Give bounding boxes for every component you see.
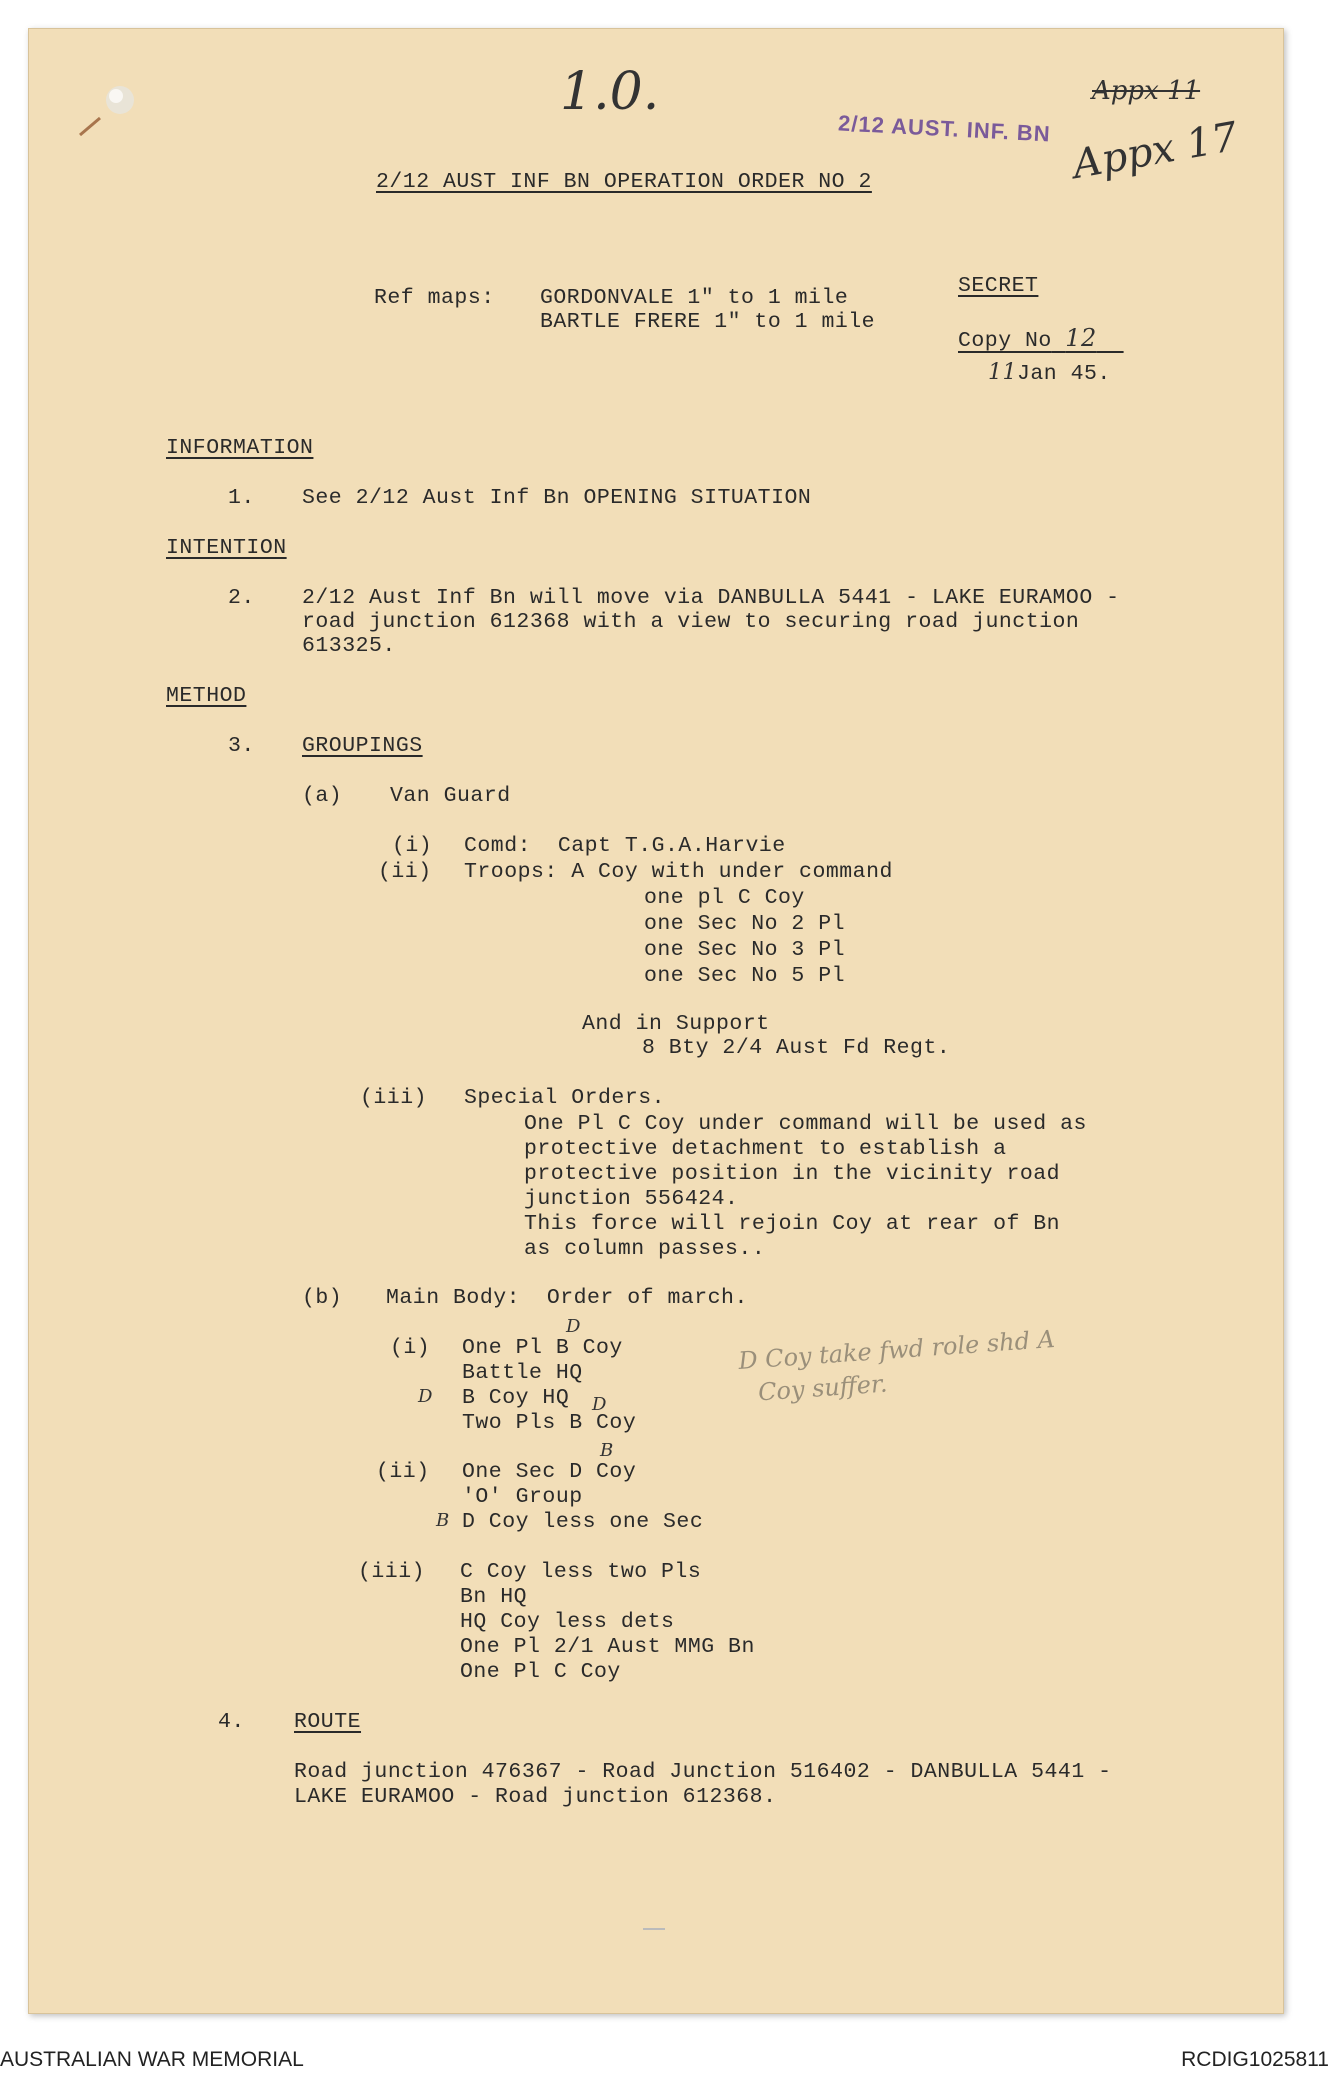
route-line: LAKE EURAMOO - Road junction 612368. (294, 1785, 777, 1809)
para-1-number: 1. (228, 486, 255, 510)
para-2-line: road junction 612368 with a view to securing road junction (302, 610, 1080, 634)
march-line: One Pl 2/1 Aust MMG Bn (460, 1635, 755, 1659)
handwritten-correction: D (592, 1394, 607, 1415)
route-line: Road junction 476367 - Road Junction 516402 - DANBULLA 5441 - (294, 1760, 1112, 1784)
sub-a-label: (a) (302, 784, 343, 808)
van-guard-troops: Troops: A Coy with under command (464, 860, 893, 884)
march-line: D Coy less one Sec (462, 1510, 704, 1534)
appendix-struck: Appx 11 (1092, 76, 1201, 106)
special-order-line: protective position in the vicinity road (524, 1162, 1061, 1186)
paper-damage-mark (60, 60, 150, 140)
march-line: HQ Coy less dets (460, 1610, 675, 1634)
main-body-title: Main Body: Order of march. (386, 1286, 748, 1310)
method-heading: METHOD (166, 684, 247, 708)
march-line: Battle HQ (462, 1361, 583, 1385)
handwritten-correction: D (566, 1316, 581, 1337)
pencil-annotation: D Coy take fwd role shd A (737, 1324, 1056, 1376)
document-date: 11Jan 45. (988, 360, 1111, 386)
page-mark (643, 1928, 665, 1930)
para-1-text: See 2/12 Aust Inf Bn OPENING SITUATION (302, 486, 812, 510)
ref-maps-label: Ref maps: (374, 286, 495, 310)
information-heading: INFORMATION (166, 436, 314, 460)
para-3-number: 3. (228, 734, 255, 758)
special-order-line: protective detachment to establish a (524, 1137, 1007, 1161)
special-order-line: One Pl C Coy under command will be used as (524, 1112, 1087, 1136)
archive-credit: AUSTRALIAN WAR MEMORIAL (0, 2048, 304, 2071)
march-line: 'O' Group (462, 1485, 583, 1509)
march-line: Two Pls B Coy (462, 1411, 637, 1435)
march-line: B Coy HQ (462, 1386, 570, 1410)
main-body-ii-label: (ii) (376, 1460, 430, 1484)
handwritten-correction: B (600, 1440, 614, 1461)
troop-line: one Sec No 3 Pl (644, 938, 846, 962)
para-2-line: 613325. (302, 634, 396, 658)
classification: SECRET (958, 274, 1039, 298)
march-line: C Coy less two Pls (460, 1560, 702, 1584)
unit-stamp: 2/12 AUST. INF. BN (837, 110, 1052, 147)
main-body-i-label: (i) (390, 1336, 431, 1360)
march-line: Bn HQ (460, 1585, 528, 1609)
ref-map-2: BARTLE FRERE 1" to 1 mile (540, 310, 876, 334)
troop-line: one Sec No 2 Pl (644, 912, 846, 936)
march-line: One Pl C Coy (460, 1660, 621, 1684)
pencil-annotation: Coy suffer. (757, 1369, 889, 1407)
troop-line: one Sec No 5 Pl (644, 964, 846, 988)
van-guard-title: Van Guard (390, 784, 511, 808)
special-order-line: as column passes.. (524, 1237, 766, 1261)
special-order-line: This force will rejoin Coy at rear of Bn (524, 1212, 1061, 1236)
handwritten-correction: B (436, 1510, 450, 1531)
para-4-number: 4. (218, 1710, 245, 1734)
handwritten-correction: D (418, 1386, 433, 1407)
sub-b-label: (b) (302, 1286, 343, 1310)
para-2-line: 2/12 Aust Inf Bn will move via DANBULLA 5441 - LAKE EURAMOO - (302, 586, 1120, 610)
copy-number: Copy No 12 (958, 324, 1097, 353)
support-line: 8 Bty 2/4 Aust Fd Regt. (642, 1036, 951, 1060)
item-i-label: (i) (392, 834, 433, 858)
intention-heading: INTENTION (166, 536, 287, 560)
handwritten-file-number: 1.0. (560, 62, 660, 122)
support-line: And in Support (582, 1012, 770, 1036)
route-heading: ROUTE (294, 1710, 362, 1734)
item-iii-label: (iii) (360, 1086, 428, 1110)
groupings-heading: GROUPINGS (302, 734, 423, 758)
document-title: 2/12 AUST INF BN OPERATION ORDER NO 2 (376, 170, 872, 194)
van-guard-commander: Comd: Capt T.G.A.Harvie (464, 834, 786, 858)
archive-id: RCDIG1025811 (1181, 2048, 1329, 2071)
para-2-number: 2. (228, 586, 255, 610)
march-line: One Sec D Coy (462, 1460, 637, 1484)
special-orders-title: Special Orders. (464, 1086, 666, 1110)
special-order-line: junction 556424. (524, 1187, 739, 1211)
march-line: One Pl B Coy (462, 1336, 623, 1360)
main-body-iii-label: (iii) (358, 1560, 426, 1584)
ref-map-1: GORDONVALE 1" to 1 mile (540, 286, 849, 310)
troop-line: one pl C Coy (644, 886, 805, 910)
item-ii-label: (ii) (378, 860, 432, 884)
appendix-handwritten: Appx 17 (1069, 113, 1242, 189)
